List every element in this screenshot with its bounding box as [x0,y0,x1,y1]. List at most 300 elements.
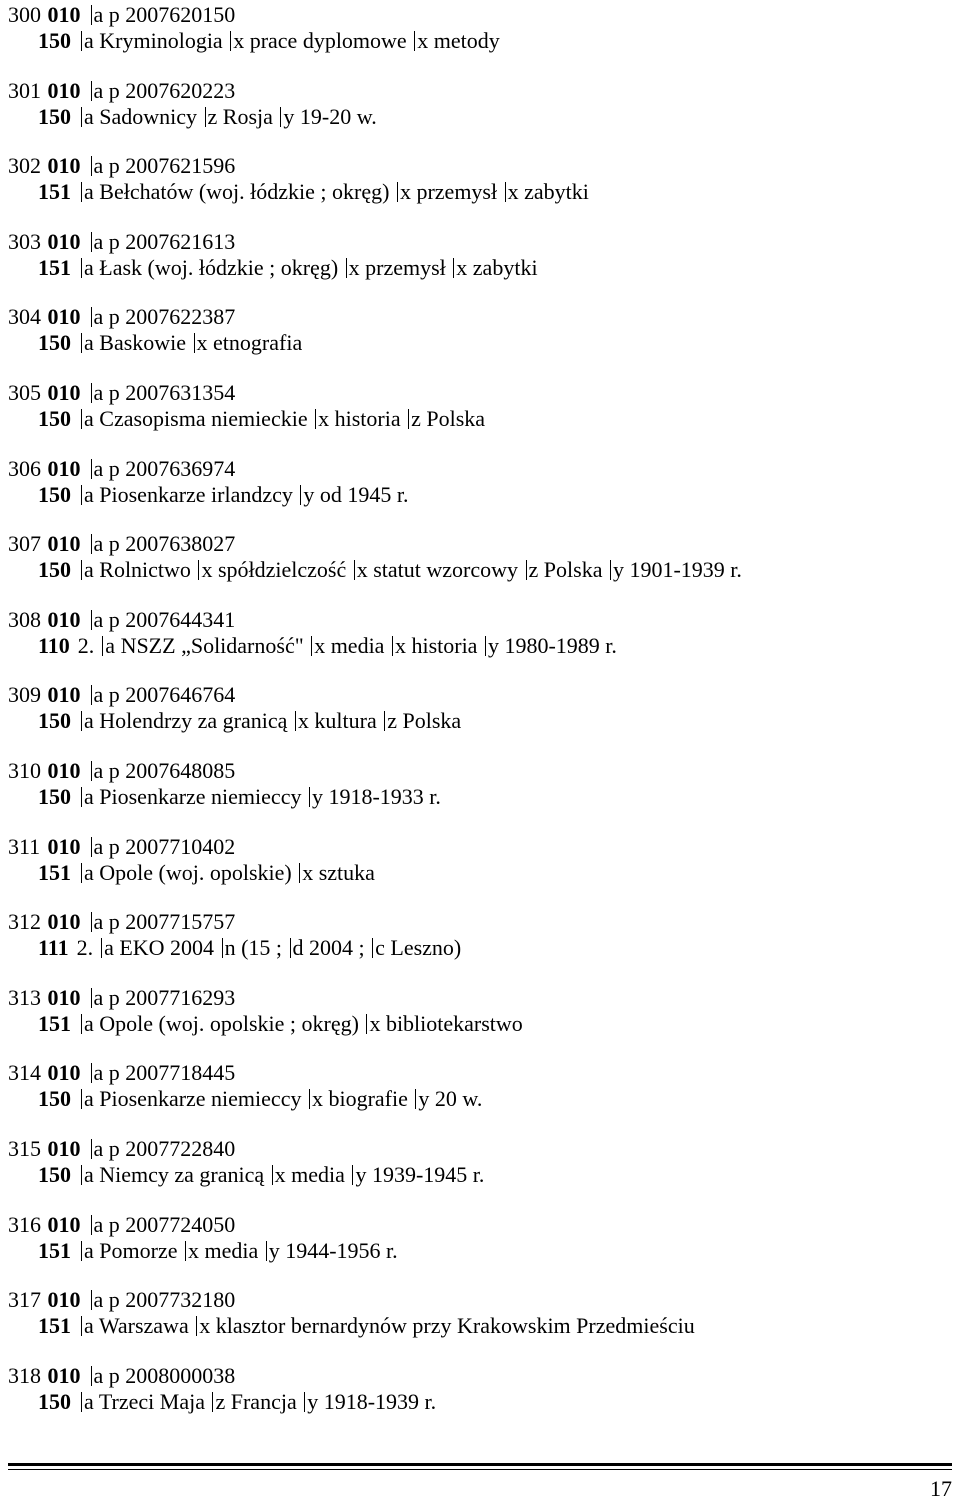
heading-tag: 151 [38,254,71,280]
subfield-delimiter-bar [91,534,92,554]
heading-tag: 150 [38,1388,71,1414]
subfield [309,784,441,809]
subfield-delimiter-bar [311,636,312,656]
record-line-identifier [8,78,235,104]
field-tag: 010 [47,984,81,1010]
field-tag: 010 [47,909,81,935]
subfield [453,255,537,280]
subfield [81,179,389,204]
subfield [299,860,375,885]
subfield-code: x [314,632,326,658]
subfield [81,860,292,885]
subfield-code: y [311,784,323,809]
subfield-code: a [93,758,104,783]
subfield-value: 19-20 w. [299,103,377,129]
subfield-delimiter-bar [81,1165,82,1185]
subfield [280,104,376,129]
field-tag: 010 [47,1362,81,1388]
subfield [366,1011,522,1036]
heading-indicator: 2. [77,632,95,658]
subfield [81,104,197,129]
record-line-identifier [8,1136,235,1162]
subfield-value: Francja [230,1388,297,1414]
subfield [81,406,308,431]
subfield-delimiter-bar [81,1316,82,1336]
subfield-delimiter-bar [290,938,291,958]
subfield-value: 1980-1989 r. [504,632,617,658]
subfield-value: media [330,632,385,658]
subfield-value: Sadownicy [99,103,198,129]
subfield-code: a [84,859,94,885]
subfield-code: a [84,179,94,205]
subfield-code: x [356,557,368,583]
heading-tag: 150 [38,28,71,53]
subfield [81,1011,359,1036]
record-number: 306 [8,455,41,481]
subfield-delimiter-bar [212,1392,213,1412]
subfield-code: a [93,833,104,859]
subfield-value: 1918-1933 r. [328,784,441,809]
subfield [198,557,346,582]
subfield [91,1287,236,1312]
subfield [91,985,236,1010]
record-number: 313 [8,984,41,1010]
subfield [91,456,236,481]
record-line-identifier [8,229,235,255]
subfield [91,531,236,556]
record-line-heading [38,406,485,432]
subfield [315,406,401,431]
record-number: 308 [8,606,41,632]
subfield [91,380,236,405]
record-line-heading [38,1086,482,1112]
subfield-delimiter-bar [280,107,281,127]
subfield [91,153,236,178]
subfield-delimiter-bar [526,560,527,580]
record-line-identifier [8,1363,235,1389]
subfield-code: x [199,1313,211,1339]
subfield [372,935,461,960]
record-line-heading [38,1238,398,1264]
subfield-delimiter-bar [81,1014,82,1034]
subfield-delimiter-bar [91,307,92,327]
record-line-heading [38,935,461,961]
subfield-value: Leszno) [390,935,462,961]
subfield-code: y [307,1388,319,1414]
subfield-value: EKO 2004 [119,935,215,961]
subfield [266,1238,398,1263]
subfield-value: p 2007648085 [108,758,236,783]
subfield-code: a [93,1060,104,1086]
record-line-heading [38,330,302,356]
record-number: 314 [8,1060,41,1086]
subfield [304,1389,436,1414]
subfield-code: x [399,179,411,205]
subfield-value: Baskowie [99,330,187,356]
subfield [194,330,303,355]
subfield-value: historia [411,632,478,658]
subfield-value: 1901-1939 r. [629,557,742,583]
heading-tag: 111 [38,935,69,961]
subfield-value: Warszawa [98,1313,189,1339]
subfield-code: y [487,632,499,658]
subfield-value: p 2007724050 [108,1211,236,1237]
subfield-code: y [418,1086,430,1112]
subfield [408,406,485,431]
record-line-identifier [8,607,235,633]
subfield-value: Rolnictwo [99,557,191,583]
subfield-code: a [93,77,104,103]
subfield-code: n [224,935,236,961]
subfield-value: przemysł [416,179,498,205]
subfield-code: a [84,103,94,129]
subfield [415,1086,482,1111]
subfield [300,482,408,507]
subfield [81,1086,301,1111]
subfield-value: Holendrzy za granicą [99,708,288,734]
subfield-value: zabytki [472,254,538,280]
subfield-value: p 2007722840 [108,1136,236,1161]
subfield-value: Bełchatów (woj. łódzkie ; okręg) [99,179,390,205]
subfield [384,708,461,733]
footer-rule-thick [8,1463,952,1466]
subfield-value: p 2007732180 [108,1287,236,1313]
subfield-code: a [84,557,94,583]
record-line-heading [38,1313,695,1339]
subfield-value: NSZZ „Solidarność" [120,632,304,658]
subfield-delimiter-bar [81,107,82,127]
subfield-value: Rosja [222,103,273,129]
subfield-code: a [93,228,104,254]
subfield-code: y [268,1237,280,1263]
subfield-code: x [507,179,519,205]
subfield-code: d [292,935,304,961]
subfield-value: Piosenkarze niemieccy [99,1086,302,1112]
subfield-delimiter-bar [81,258,82,278]
subfield-code: a [105,632,116,658]
record-line-identifier [8,153,235,179]
field-tag: 010 [47,1211,81,1237]
subfield-code: x [394,632,406,658]
subfield-code: x [456,254,468,280]
subfield-code: a [84,254,94,280]
subfield-value: p 2007620223 [108,77,236,103]
subfield [101,935,214,960]
record-line-identifier [8,304,235,330]
subfield-code: a [93,531,104,557]
subfield-delimiter-bar [198,560,199,580]
subfield-code: a [84,784,94,809]
subfield [91,2,236,27]
subfield-delimiter-bar [91,1139,92,1159]
subfield-value: p 2007621613 [108,228,236,254]
subfield-code: a [84,330,94,356]
subfield-code: y [283,103,295,129]
subfield-delimiter-bar [81,787,82,807]
subfield-value: p 2007715757 [108,909,236,935]
subfield-delimiter-bar [230,31,231,51]
subfield-delimiter-bar [81,485,82,505]
subfield-code: x [187,1237,199,1263]
subfield [290,935,365,960]
subfield-delimiter-bar [272,1165,273,1185]
subfield-delimiter-bar [81,333,82,353]
subfield-value: statut wzorcowy [373,557,519,583]
subfield-delimiter-bar [91,1215,92,1235]
record-line-identifier [8,1060,235,1086]
record-line-heading [38,1389,436,1415]
subfield-delimiter-bar [91,81,92,101]
subfield [91,78,236,103]
record-line-heading [38,179,589,205]
subfield-code: a [93,153,104,179]
subfield [102,633,303,658]
subfield-delimiter-bar [91,156,92,176]
heading-tag: 150 [38,481,71,507]
record-number: 317 [8,1287,41,1313]
subfield-value: p 2007631354 [108,380,236,405]
field-tag: 010 [47,228,81,254]
subfield-code: y [303,481,315,507]
subfield-value: prace dyplomowe [249,28,407,53]
subfield-delimiter-bar [91,459,92,479]
subfield [222,935,282,960]
subfield-value: Czasopisma niemieckie [99,406,308,431]
record-line-identifier [8,758,235,784]
subfield [205,104,273,129]
subfield-delimiter-bar [304,1392,305,1412]
subfield [81,330,186,355]
subfield-delimiter-bar [81,1392,82,1412]
subfield-code: a [84,1388,94,1414]
subfield-value: media [204,1237,259,1263]
subfield-code: a [84,1237,94,1263]
subfield-code: a [84,28,94,53]
subfield-value: p 2007638027 [108,531,236,557]
record-number: 316 [8,1211,41,1237]
field-tag: 010 [47,1136,81,1161]
subfield [485,633,617,658]
subfield-delimiter-bar [91,1290,92,1310]
subfield [91,909,236,934]
record-line-identifier [8,1287,235,1313]
subfield [230,28,407,53]
field-tag: 010 [47,606,81,632]
subfield-code: a [84,1162,94,1187]
record-number: 315 [8,1136,41,1161]
record-number: 318 [8,1362,41,1388]
footer-rule-thin [8,1469,952,1470]
record-line-identifier [8,456,235,482]
subfield [91,229,236,254]
subfield-value: spółdzielczość [217,557,347,583]
heading-tag: 110 [38,632,70,658]
subfield-delimiter-bar [91,610,92,630]
subfield [392,633,478,658]
subfield-value: p 2007636974 [108,455,236,481]
subfield [91,834,236,859]
subfield [81,557,191,582]
subfield-code: y [355,1162,367,1187]
subfield-value: Polska [426,406,486,431]
subfield-value: 1939-1945 r. [371,1162,485,1187]
record-line-identifier [8,909,235,935]
heading-tag: 150 [38,330,71,356]
subfield-code: a [93,1136,104,1161]
subfield-value: klasztor bernardynów przy Krakowskim Przedmieściu [215,1313,695,1339]
subfield-value: metody [433,28,500,53]
subfield [610,557,742,582]
record-number: 307 [8,531,41,557]
subfield-code: a [93,380,104,405]
subfield [91,304,236,329]
subfield-value: sztuka [318,859,375,885]
subfield-delimiter-bar [354,560,355,580]
heading-indicator: 2. [76,935,94,961]
subfield-delimiter-bar [346,258,347,278]
subfield-value: etnografia [213,330,303,356]
record-number: 301 [8,77,41,103]
subfield [81,255,338,280]
heading-tag: 151 [38,1010,71,1036]
subfield-code: x [318,406,330,431]
heading-tag: 150 [38,708,71,734]
subfield-code: a [84,1010,94,1036]
field-tag: 010 [47,153,81,179]
subfield [81,1162,264,1187]
subfield-value: p 2008000038 [108,1362,236,1388]
record-line-identifier [8,531,235,557]
subfield-code: x [274,1162,286,1187]
field-tag: 010 [47,1287,81,1313]
subfield-delimiter-bar [414,31,415,51]
subfield-delimiter-bar [91,232,92,252]
subfield [196,1313,694,1338]
subfield-delimiter-bar [610,560,611,580]
subfield-value: p 2007718445 [108,1060,236,1086]
record-line-identifier [8,682,235,708]
subfield [397,179,497,204]
field-tag: 010 [47,380,81,405]
subfield-code: a [93,909,104,935]
subfield [505,179,589,204]
record-number: 304 [8,304,41,330]
subfield-value: Opole (woj. opolskie ; okręg) [99,1010,359,1036]
subfield-code: a [93,682,104,708]
subfield [185,1238,258,1263]
record-line-identifier [8,1212,235,1238]
subfield-delimiter-bar [309,787,310,807]
subfield [91,682,236,707]
record-line-heading [38,1162,484,1188]
subfield-delimiter-bar [81,182,82,202]
subfield [81,708,287,733]
subfield-delimiter-bar [91,988,92,1008]
subfield-code: a [84,1086,94,1112]
field-tag: 010 [47,304,81,330]
subfield-delimiter-bar [415,1089,416,1109]
heading-tag: 150 [38,557,71,583]
subfield [81,28,223,53]
heading-tag: 150 [38,103,71,129]
field-tag: 010 [47,455,81,481]
subfield-delimiter-bar [222,938,223,958]
subfield-value: 1918-1939 r. [323,1388,437,1414]
page-number: 17 [930,1476,952,1501]
subfield-value: biografie [328,1086,408,1112]
subfield [526,557,603,582]
field-tag: 010 [47,833,81,859]
subfield-value: historia [334,406,401,431]
subfield-value: 2004 ; [309,935,365,961]
subfield-code: a [93,455,104,481]
record-line-heading [38,104,377,130]
subfield-code: a [84,708,94,734]
subfield-value: p 2007622387 [108,304,236,330]
subfield-code: z [387,708,397,734]
subfield [81,1389,205,1414]
subfield-value: 20 w. [434,1086,483,1112]
record-line-heading [38,255,538,281]
record-number: 300 [8,2,41,27]
subfield-code: z [207,103,218,129]
subfield [352,1162,484,1187]
subfield-value: p 2007644341 [108,606,236,632]
subfield-delimiter-bar [309,1089,310,1109]
subfield-delimiter-bar [315,409,316,429]
subfield [91,607,236,632]
subfield-delimiter-bar [102,636,103,656]
subfield-code: x [369,1010,381,1036]
subfield [311,633,384,658]
record-number: 311 [8,833,41,859]
subfield-value: Piosenkarze niemieccy [99,784,302,809]
subfield-value: p 2007716293 [108,984,236,1010]
subfield-delimiter-bar [81,1241,82,1261]
subfield-code: z [411,406,421,431]
record-line-heading [38,784,441,810]
subfield-delimiter-bar [453,258,454,278]
record-number: 303 [8,228,41,254]
subfield-value: p 2007710402 [108,833,236,859]
record-line-heading [38,860,375,886]
subfield-delimiter-bar [266,1241,267,1261]
subfield-code: x [302,859,314,885]
subfield-delimiter-bar [194,333,195,353]
subfield-value: Piosenkarze irlandzcy [99,481,293,507]
subfield [81,784,301,809]
subfield [81,1238,177,1263]
heading-tag: 150 [38,1162,71,1187]
record-line-identifier [8,985,235,1011]
subfield-value: Łask (woj. łódzkie ; okręg) [99,254,339,280]
subfield-code: a [93,1211,104,1237]
subfield-delimiter-bar [81,560,82,580]
subfield-code: a [93,1287,104,1313]
subfield [91,1136,236,1161]
record-line-heading [38,708,461,734]
subfield-delimiter-bar [91,761,92,781]
subfield-value: media [291,1162,345,1187]
subfield-delimiter-bar [392,636,393,656]
subfield-delimiter-bar [196,1316,197,1336]
subfield [354,557,518,582]
heading-tag: 151 [38,1313,71,1339]
field-tag: 010 [47,682,81,708]
record-number: 312 [8,909,41,935]
subfield-delimiter-bar [81,1089,82,1109]
subfield-delimiter-bar [91,912,92,932]
